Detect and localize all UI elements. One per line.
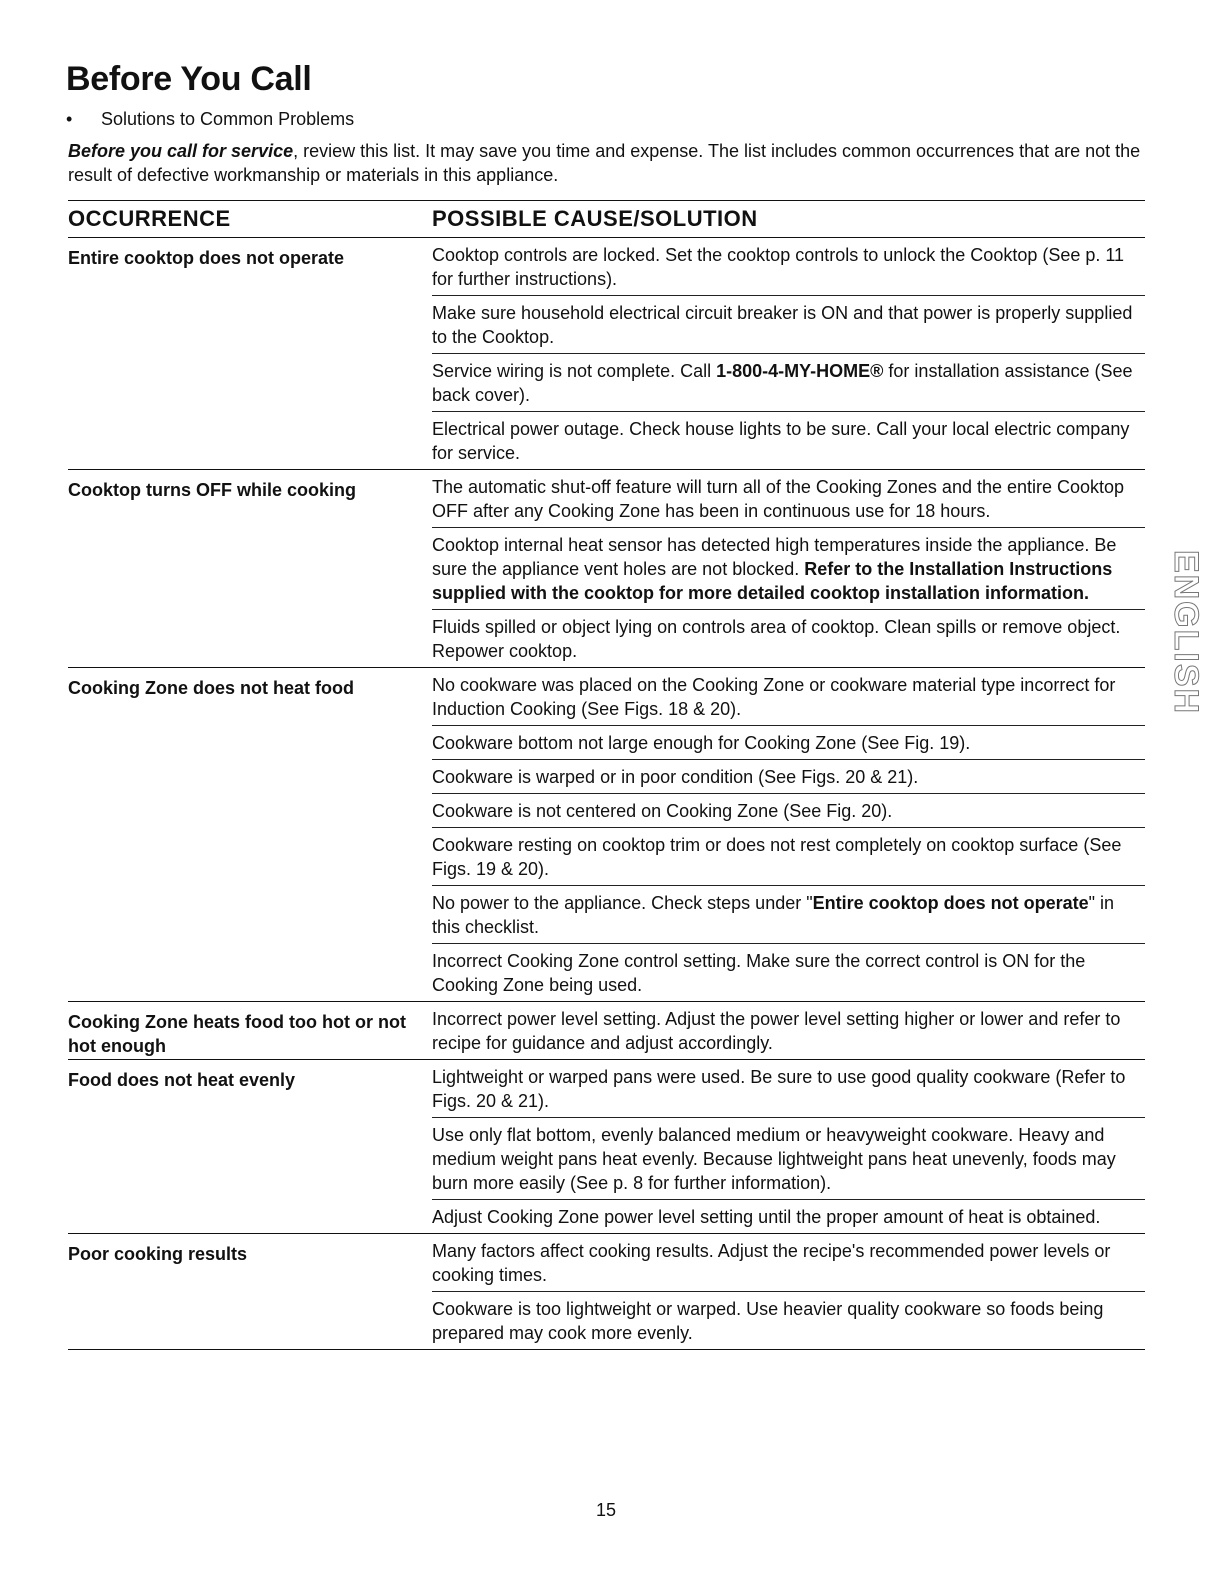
occurrence-cell: Entire cooktop does not operate xyxy=(68,248,345,268)
solution-item xyxy=(432,296,1145,354)
bullet-icon: • xyxy=(66,109,73,129)
intro-paragraph xyxy=(68,139,1148,187)
solutions-cell xyxy=(432,1060,1145,1233)
table-body xyxy=(68,238,1145,1350)
solution-item xyxy=(432,1292,1145,1349)
occurrence-cell: Cooking Zone does not heat food xyxy=(68,678,354,698)
solution-item xyxy=(432,1200,1145,1233)
table-row xyxy=(68,1002,1145,1060)
solution-text: Adjust Cooking Zone power level setting until the proper amount of heat is obtained. xyxy=(432,1207,1101,1227)
solution-item xyxy=(432,1002,1145,1059)
solutions-cell xyxy=(432,1234,1145,1349)
solution-item xyxy=(432,354,1145,412)
solution-item xyxy=(432,828,1145,886)
solution-item xyxy=(432,726,1145,760)
occurrence-cell: Poor cooking results xyxy=(68,1244,248,1264)
solutions-cell xyxy=(432,668,1145,1001)
subtitle xyxy=(66,109,354,130)
solution-text: Cookware is too lightweight or warped. Use heavier quality cookware so foods being prepared may cook more evenly. xyxy=(432,1299,1104,1343)
page-title: Before You Call xyxy=(66,60,312,98)
troubleshooting-table xyxy=(68,200,1145,1350)
table-row xyxy=(68,238,1145,470)
occurrence-cell: Food does not heat evenly xyxy=(68,1070,296,1090)
language-tab-label: ENGLISH xyxy=(1167,549,1206,715)
table-row xyxy=(68,470,1145,668)
solution-text: Lightweight or warped pans were used. Be sure to use good quality cookware (Refer to Figs. 20 & 21). xyxy=(432,1067,1126,1111)
solution-emphasis: Entire cooktop does not operate xyxy=(812,893,1089,913)
solution-item xyxy=(432,668,1145,726)
solution-text: Cookware bottom not large enough for Cooking Zone (See Fig. 19). xyxy=(432,733,971,753)
header-solution: POSSIBLE CAUSE/SOLUTION xyxy=(432,206,758,231)
intro-text: , review this list. It may save you time and expense. The list includes common occurrences that are not the result of defective workmanship or materials in this appliance. xyxy=(68,141,1141,185)
solution-text: Incorrect Cooking Zone control setting. Make sure the correct control is ON for the Cooking Zone being used. xyxy=(432,951,1086,995)
table-header xyxy=(68,200,1145,238)
solutions-cell xyxy=(432,470,1145,667)
subtitle-text: Solutions to Common Problems xyxy=(101,109,355,129)
solution-item xyxy=(432,944,1145,1001)
solution-text: Cooktop internal heat sensor has detected high temperatures inside the appliance. Be sure the appliance vent holes are not blocked. xyxy=(432,535,1117,579)
solution-emphasis: 1-800-4-MY-HOME® xyxy=(716,361,884,381)
intro-lead: Before you call for service xyxy=(68,141,294,161)
solution-item xyxy=(432,886,1145,944)
solution-item xyxy=(432,470,1145,528)
language-tab xyxy=(1159,549,1212,715)
solution-text: Use only flat bottom, evenly balanced medium or heavyweight cookware. Heavy and medium weight pans heat evenly. Because lightweight pans heat unevenly, foods may burn more easily (See p. 8 for further information). xyxy=(432,1125,1116,1193)
solution-item xyxy=(432,1118,1145,1200)
solution-emphasis: Refer to the Installation Instructions supplied with the cooktop for more detailed cooktop installation information. xyxy=(432,559,1113,603)
solution-item xyxy=(432,238,1145,296)
solution-text: The automatic shut-off feature will turn all of the Cooking Zones and the entire Cooktop OFF after any Cooking Zone has been in continuous use for 18 hours. xyxy=(432,477,1125,521)
table-row xyxy=(68,1234,1145,1350)
solution-text: Service wiring is not complete. Call xyxy=(432,361,717,381)
solution-text: No power to the appliance. Check steps under " xyxy=(432,893,813,913)
table-row xyxy=(68,1060,1145,1234)
solutions-cell xyxy=(432,1002,1145,1059)
solution-item xyxy=(432,610,1145,667)
solution-text: No cookware was placed on the Cooking Zone or cookware material type incorrect for Induction Cooking (See Figs. 18 & 20). xyxy=(432,675,1116,719)
solution-text: Cooktop controls are locked. Set the cooktop controls to unlock the Cooktop (See p. 11 for further instructions). xyxy=(432,245,1125,289)
header-occurrence: OCCURRENCE xyxy=(68,206,231,231)
solution-text: for installation assistance (See back cover). xyxy=(432,361,1133,405)
solution-item xyxy=(432,528,1145,610)
solution-text: Many factors affect cooking results. Adjust the recipe's recommended power levels or cooking times. xyxy=(432,1241,1111,1285)
solutions-cell xyxy=(432,238,1145,469)
solution-text: Electrical power outage. Check house lights to be sure. Call your local electric company for service. xyxy=(432,419,1130,463)
solution-text: " in this checklist. xyxy=(432,893,1115,937)
page-number: 15 xyxy=(595,1500,617,1520)
solution-text: Cookware resting on cooktop trim or does not rest completely on cooktop surface (See Figs. 19 & 20). xyxy=(432,835,1122,879)
table-row xyxy=(68,668,1145,1002)
solution-text: Fluids spilled or object lying on controls area of cooktop. Clean spills or remove object. Repower cooktop. xyxy=(432,617,1121,661)
occurrence-cell: Cooking Zone heats food too hot or not hot enough xyxy=(68,1012,406,1056)
solution-item xyxy=(432,1060,1145,1118)
occurrence-cell: Cooktop turns OFF while cooking xyxy=(68,480,356,500)
solution-text: Incorrect power level setting. Adjust the power level setting higher or lower and refer to recipe for guidance and adjust accordingly. xyxy=(432,1009,1121,1053)
solution-item xyxy=(432,412,1145,469)
solution-item xyxy=(432,794,1145,828)
solution-text: Cookware is warped or in poor condition (See Figs. 20 & 21). xyxy=(432,767,919,787)
solution-item xyxy=(432,1234,1145,1292)
solution-item xyxy=(432,760,1145,794)
solution-text: Cookware is not centered on Cooking Zone (See Fig. 20). xyxy=(432,801,893,821)
solution-text: Make sure household electrical circuit breaker is ON and that power is properly supplied to the Cooktop. xyxy=(432,303,1133,347)
